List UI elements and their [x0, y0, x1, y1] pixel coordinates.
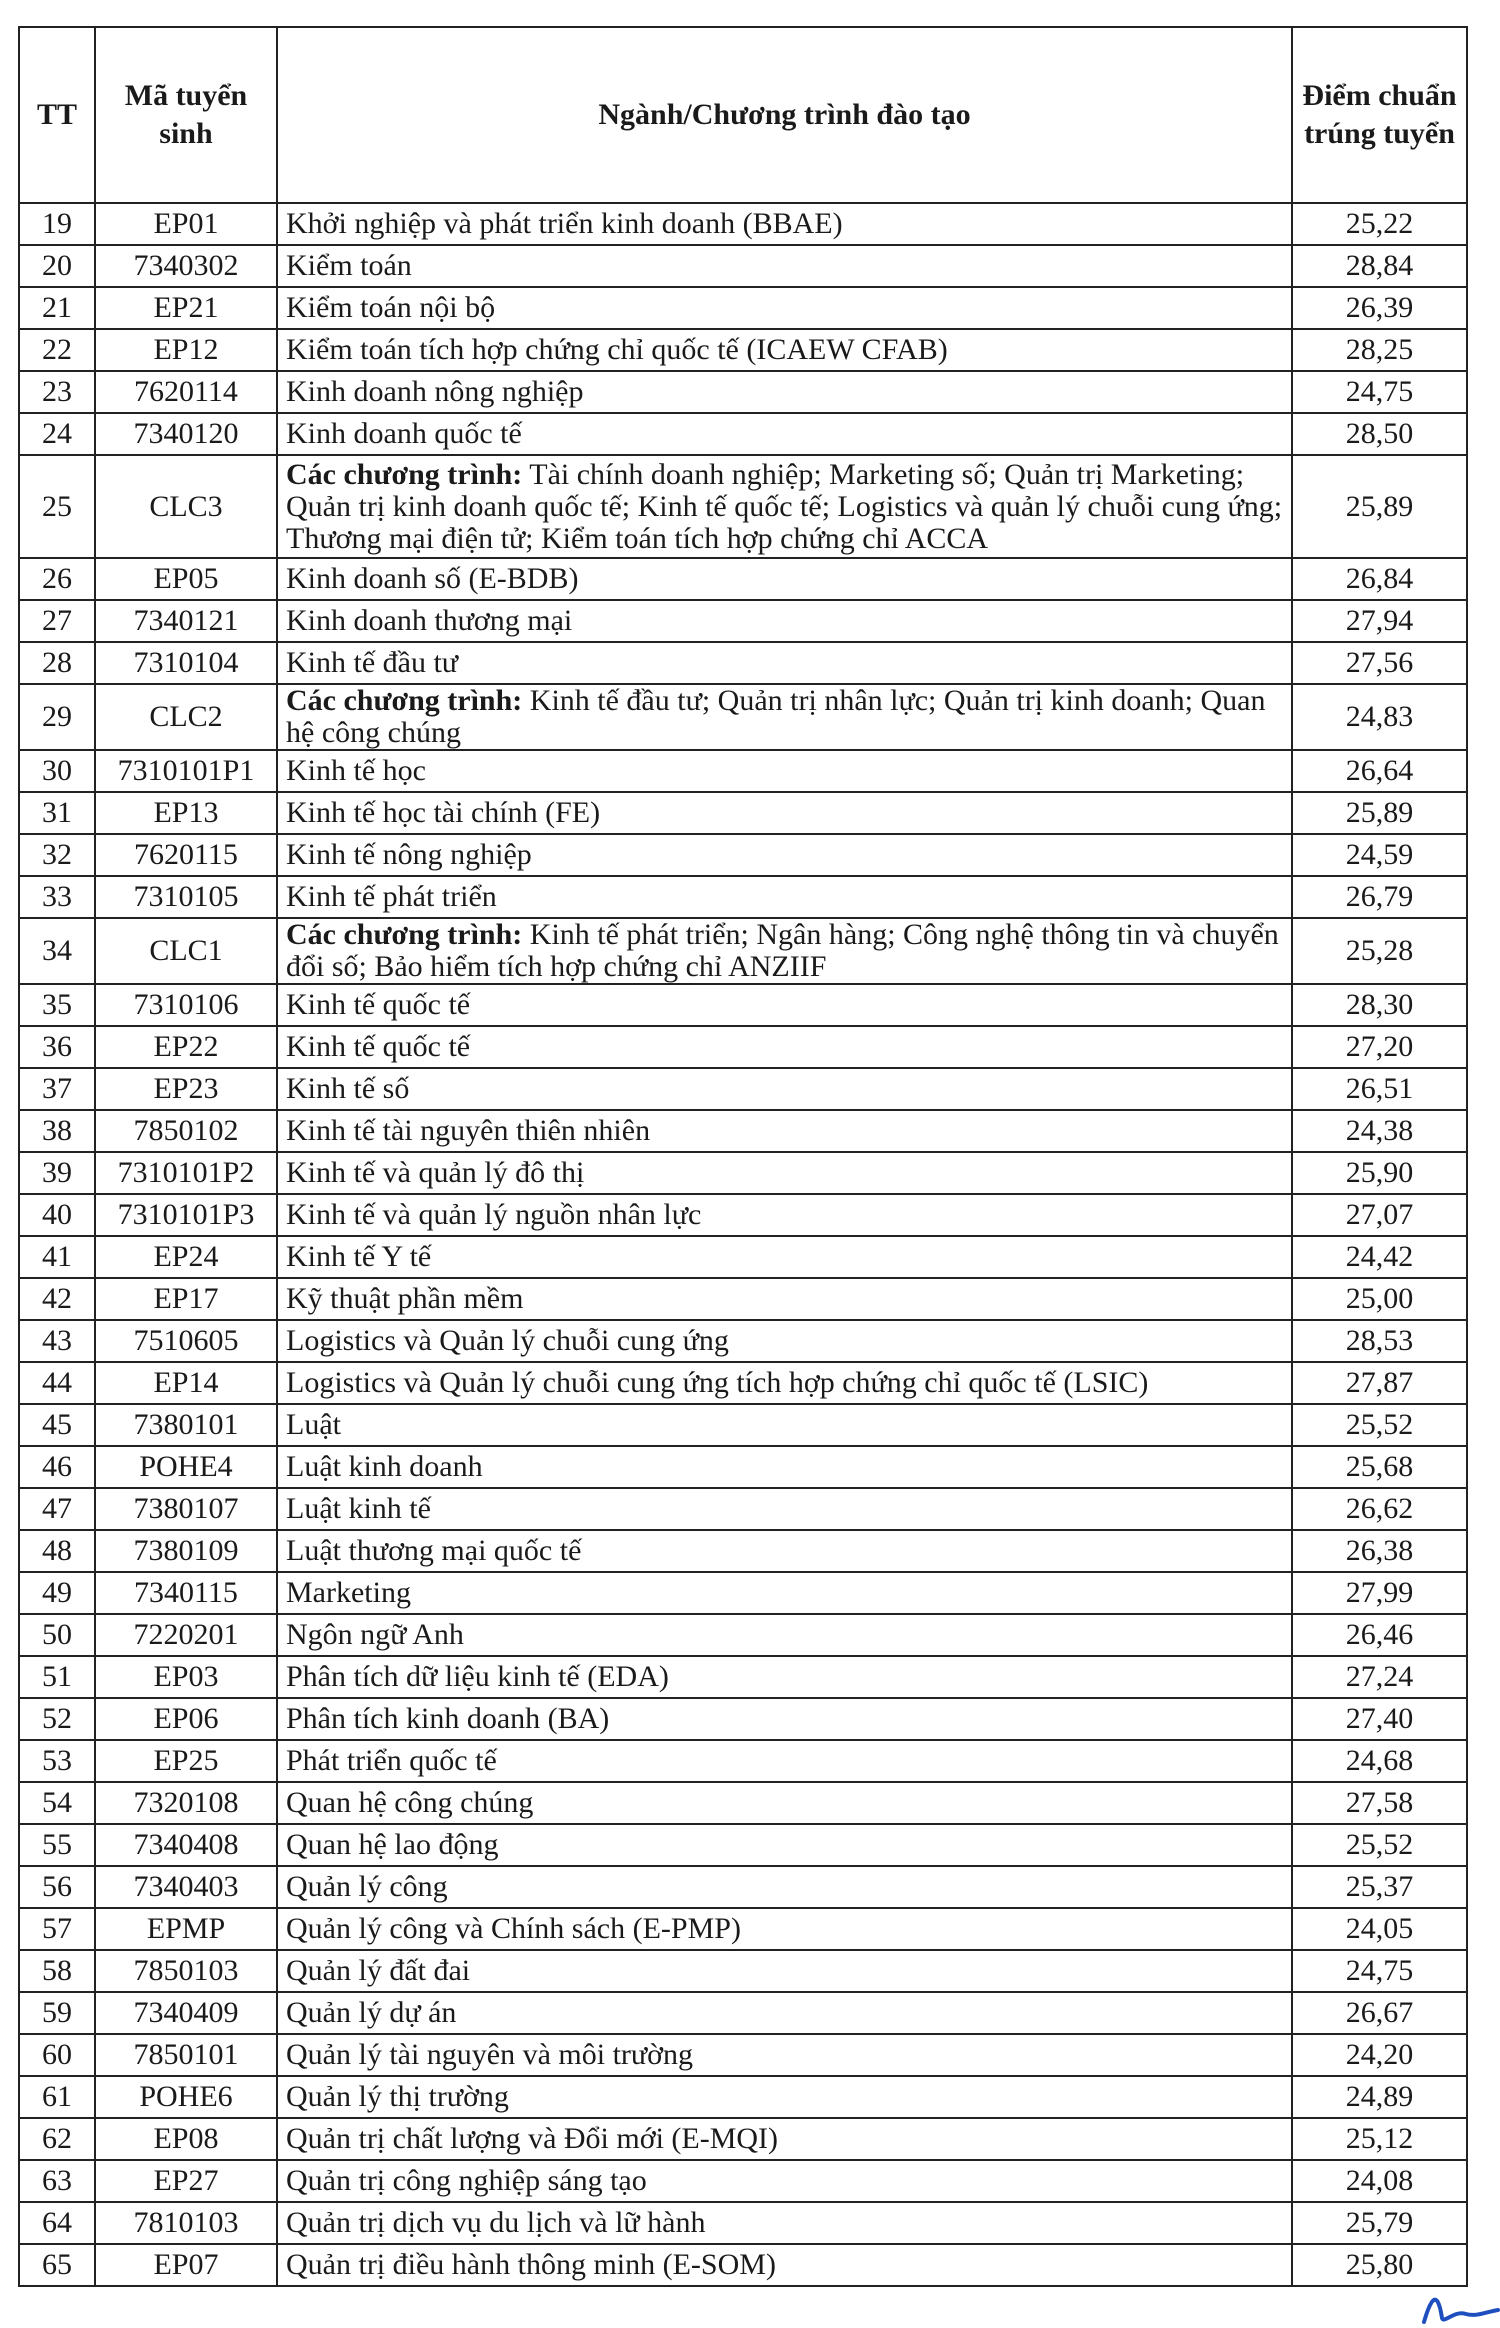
program-name: Kinh doanh nông nghiệp [286, 375, 584, 408]
program-name: Kiểm toán [286, 249, 412, 282]
cell-cutoff-score: 24,75 [1292, 371, 1467, 413]
cell-program [277, 1278, 1292, 1320]
cell-tt: 46 [19, 1446, 95, 1488]
cell-program [277, 1488, 1292, 1530]
cell-program [277, 2202, 1292, 2244]
cell-admission-code: 7380101 [95, 1404, 277, 1446]
table-row [19, 792, 1467, 834]
cell-tt: 26 [19, 558, 95, 600]
cell-tt: 52 [19, 1698, 95, 1740]
cell-cutoff-score: 26,46 [1292, 1614, 1467, 1656]
cell-admission-code: 7380109 [95, 1530, 277, 1572]
cell-cutoff-score: 26,67 [1292, 1992, 1467, 2034]
cell-cutoff-score: 27,40 [1292, 1698, 1467, 1740]
cell-tt: 56 [19, 1866, 95, 1908]
cell-admission-code: 7340409 [95, 1992, 277, 2034]
signature-mark [1414, 2288, 1500, 2328]
cell-admission-code: POHE6 [95, 2076, 277, 2118]
cell-tt: 30 [19, 750, 95, 792]
cell-admission-code: 7340302 [95, 245, 277, 287]
cell-cutoff-score: 27,58 [1292, 1782, 1467, 1824]
table-row [19, 876, 1467, 918]
cell-program [277, 1572, 1292, 1614]
table-row [19, 1656, 1467, 1698]
cell-admission-code: 7850102 [95, 1110, 277, 1152]
program-name: Kinh tế phát triển [286, 880, 497, 913]
cell-cutoff-score: 25,52 [1292, 1824, 1467, 1866]
program-name: Kỹ thuật phần mềm [286, 1282, 524, 1315]
cell-tt: 48 [19, 1530, 95, 1572]
cell-program [277, 455, 1292, 558]
program-name: Phát triển quốc tế [286, 1744, 497, 1777]
program-name: Quản trị công nghiệp sáng tạo [286, 2164, 647, 2197]
cell-program [277, 203, 1292, 245]
cell-program [277, 1362, 1292, 1404]
cell-tt: 58 [19, 1950, 95, 1992]
cell-cutoff-score: 26,64 [1292, 750, 1467, 792]
table-row [19, 1614, 1467, 1656]
cell-tt: 50 [19, 1614, 95, 1656]
cell-cutoff-score: 27,94 [1292, 600, 1467, 642]
cell-admission-code: EP22 [95, 1026, 277, 1068]
cell-tt: 55 [19, 1824, 95, 1866]
program-name: Kinh tế và quản lý đô thị [286, 1156, 585, 1189]
cell-cutoff-score: 27,87 [1292, 1362, 1467, 1404]
program-name: Quản lý tài nguyên và môi trường [286, 2038, 694, 2071]
program-name: Quản trị chất lượng và Đổi mới (E-MQI) [286, 2122, 779, 2155]
cell-program [277, 1824, 1292, 1866]
table-row [19, 1908, 1467, 1950]
cell-admission-code: 7310101P3 [95, 1194, 277, 1236]
table-row [19, 1404, 1467, 1446]
header-admission-code: Mã tuyển sinh [95, 27, 277, 203]
cell-cutoff-score: 24,68 [1292, 1740, 1467, 1782]
table-row [19, 1152, 1467, 1194]
cell-tt: 33 [19, 876, 95, 918]
cell-cutoff-score: 25,90 [1292, 1152, 1467, 1194]
table-row [19, 2118, 1467, 2160]
program-name: Phân tích dữ liệu kinh tế (EDA) [286, 1660, 669, 1693]
table-row [19, 1278, 1467, 1320]
program-group-lead: Các chương trình: [286, 457, 523, 491]
cell-tt: 34 [19, 918, 95, 984]
table-row [19, 1320, 1467, 1362]
cell-admission-code: 7310101P2 [95, 1152, 277, 1194]
table-header-row [19, 27, 1467, 203]
table-row [19, 1194, 1467, 1236]
cell-program [277, 245, 1292, 287]
cell-tt: 43 [19, 1320, 95, 1362]
cell-cutoff-score: 24,59 [1292, 834, 1467, 876]
cell-program [277, 1194, 1292, 1236]
table-row [19, 1446, 1467, 1488]
cell-cutoff-score: 27,24 [1292, 1656, 1467, 1698]
cell-program [277, 600, 1292, 642]
cell-cutoff-score: 24,38 [1292, 1110, 1467, 1152]
cell-admission-code: 7220201 [95, 1614, 277, 1656]
cell-cutoff-score: 27,56 [1292, 642, 1467, 684]
table-row [19, 1572, 1467, 1614]
program-name: Kinh tế đầu tư [286, 646, 459, 679]
cell-tt: 27 [19, 600, 95, 642]
program-name: Quản lý công [286, 1870, 448, 1903]
program-name: Quản trị dịch vụ du lịch và lữ hành [286, 2206, 706, 2239]
program-name: Ngôn ngữ Anh [286, 1618, 464, 1651]
cell-tt: 21 [19, 287, 95, 329]
cell-cutoff-score: 24,20 [1292, 2034, 1467, 2076]
cell-cutoff-score: 24,75 [1292, 1950, 1467, 1992]
cell-admission-code: EP12 [95, 329, 277, 371]
cell-program [277, 1404, 1292, 1446]
cell-cutoff-score: 27,99 [1292, 1572, 1467, 1614]
cell-program [277, 1866, 1292, 1908]
cell-cutoff-score: 25,79 [1292, 2202, 1467, 2244]
cell-tt: 61 [19, 2076, 95, 2118]
cell-admission-code: 7320108 [95, 1782, 277, 1824]
cell-program [277, 329, 1292, 371]
cell-admission-code: 7340120 [95, 413, 277, 455]
cell-program [277, 1530, 1292, 1572]
table-row [19, 1236, 1467, 1278]
cell-cutoff-score: 26,62 [1292, 1488, 1467, 1530]
cell-program [277, 287, 1292, 329]
cell-admission-code: EP05 [95, 558, 277, 600]
cell-program [277, 642, 1292, 684]
cell-cutoff-score: 25,68 [1292, 1446, 1467, 1488]
cell-tt: 29 [19, 684, 95, 750]
cell-tt: 65 [19, 2244, 95, 2286]
cell-tt: 19 [19, 203, 95, 245]
table-row [19, 684, 1467, 750]
cell-tt: 36 [19, 1026, 95, 1068]
cell-admission-code: EP08 [95, 2118, 277, 2160]
program-name: Kinh tế đầu tư; Quản trị nhân lực; Quản trị kinh doanh; Quan hệ công chúng [286, 684, 1266, 749]
table-row [19, 1782, 1467, 1824]
cell-tt: 41 [19, 1236, 95, 1278]
cell-admission-code: 7310101P1 [95, 750, 277, 792]
program-name: Tài chính doanh nghiệp; Marketing số; Quản trị Marketing; Quản trị kinh doanh quốc tế; Kinh tế quốc tế; Logistics và quản lý chuỗi cung ứng; Thương mại điện tử; Kiểm toán tích hợp chứng chỉ ACCA [286, 457, 1283, 555]
program-name: Quan hệ lao động [286, 1828, 499, 1861]
cell-program [277, 918, 1292, 984]
table-row [19, 1110, 1467, 1152]
table-row [19, 203, 1467, 245]
cell-program [277, 1110, 1292, 1152]
cell-admission-code: 7620114 [95, 371, 277, 413]
program-name: Logistics và Quản lý chuỗi cung ứng [286, 1324, 729, 1357]
cell-tt: 60 [19, 2034, 95, 2076]
program-name: Luật kinh doanh [286, 1450, 483, 1483]
table-row [19, 1992, 1467, 2034]
program-name: Quản lý đất đai [286, 1954, 471, 1987]
cell-admission-code: 7850101 [95, 2034, 277, 2076]
cell-admission-code: CLC3 [95, 455, 277, 558]
program-group-lead: Các chương trình: [286, 918, 523, 951]
cell-cutoff-score: 26,38 [1292, 1530, 1467, 1572]
cell-program [277, 1236, 1292, 1278]
table-row [19, 984, 1467, 1026]
cell-tt: 63 [19, 2160, 95, 2202]
cell-tt: 44 [19, 1362, 95, 1404]
table-row [19, 1362, 1467, 1404]
cell-cutoff-score: 28,84 [1292, 245, 1467, 287]
table-row [19, 750, 1467, 792]
cell-program [277, 2244, 1292, 2286]
table-row [19, 1950, 1467, 1992]
cell-tt: 51 [19, 1656, 95, 1698]
cell-tt: 40 [19, 1194, 95, 1236]
cell-cutoff-score: 26,39 [1292, 287, 1467, 329]
cell-admission-code: 7340403 [95, 1866, 277, 1908]
program-name: Kiểm toán nội bộ [286, 291, 496, 324]
table-row [19, 558, 1467, 600]
program-name: Luật thương mại quốc tế [286, 1534, 582, 1567]
table-row [19, 1698, 1467, 1740]
cell-program [277, 1614, 1292, 1656]
cell-admission-code: EP24 [95, 1236, 277, 1278]
cell-program [277, 792, 1292, 834]
cell-admission-code: EP21 [95, 287, 277, 329]
table-row [19, 1824, 1467, 1866]
cell-tt: 57 [19, 1908, 95, 1950]
program-name: Kinh tế học [286, 754, 426, 787]
table-row [19, 287, 1467, 329]
cell-cutoff-score: 28,50 [1292, 413, 1467, 455]
cell-program [277, 558, 1292, 600]
cell-tt: 20 [19, 245, 95, 287]
cell-program [277, 1656, 1292, 1698]
cell-cutoff-score: 25,37 [1292, 1866, 1467, 1908]
cell-admission-code: EP23 [95, 1068, 277, 1110]
cell-admission-code: 7310106 [95, 984, 277, 1026]
cell-cutoff-score: 25,89 [1292, 792, 1467, 834]
table-row [19, 1530, 1467, 1572]
table-row [19, 2202, 1467, 2244]
cell-admission-code: EP17 [95, 1278, 277, 1320]
cell-program [277, 984, 1292, 1026]
cell-tt: 32 [19, 834, 95, 876]
table-row [19, 413, 1467, 455]
cell-admission-code: EP13 [95, 792, 277, 834]
table-row [19, 642, 1467, 684]
program-name: Quản lý công và Chính sách (E-PMP) [286, 1912, 741, 1945]
cell-cutoff-score: 25,22 [1292, 203, 1467, 245]
header-cutoff-score: Điểm chuẩn trúng tuyển [1292, 27, 1467, 203]
program-name: Kinh doanh số (E-BDB) [286, 562, 579, 595]
table-row [19, 1866, 1467, 1908]
table-row [19, 600, 1467, 642]
table-row [19, 1488, 1467, 1530]
cell-tt: 49 [19, 1572, 95, 1614]
cell-tt: 38 [19, 1110, 95, 1152]
cell-program [277, 1908, 1292, 1950]
table-row [19, 2076, 1467, 2118]
program-name: Marketing [286, 1576, 411, 1609]
cell-admission-code: CLC1 [95, 918, 277, 984]
cell-admission-code: 7810103 [95, 2202, 277, 2244]
cell-cutoff-score: 24,08 [1292, 2160, 1467, 2202]
cell-admission-code: EP14 [95, 1362, 277, 1404]
program-name: Kinh tế quốc tế [286, 1030, 471, 1063]
program-name: Quản trị điều hành thông minh (E-SOM) [286, 2248, 776, 2281]
program-name: Quản lý dự án [286, 1996, 457, 2029]
cell-tt: 23 [19, 371, 95, 413]
table-row [19, 2034, 1467, 2076]
cell-admission-code: 7850103 [95, 1950, 277, 1992]
cell-cutoff-score: 24,83 [1292, 684, 1467, 750]
cell-program [277, 1782, 1292, 1824]
cell-program [277, 1740, 1292, 1782]
cell-program [277, 1320, 1292, 1362]
program-name: Kinh tế nông nghiệp [286, 838, 532, 871]
cell-cutoff-score: 25,52 [1292, 1404, 1467, 1446]
table-row [19, 329, 1467, 371]
cell-admission-code: EP01 [95, 203, 277, 245]
cell-admission-code: 7380107 [95, 1488, 277, 1530]
cell-tt: 54 [19, 1782, 95, 1824]
cell-tt: 25 [19, 455, 95, 558]
program-name: Kinh tế và quản lý nguồn nhân lực [286, 1198, 702, 1231]
table-row [19, 245, 1467, 287]
cell-admission-code: 7310104 [95, 642, 277, 684]
cell-admission-code: EP07 [95, 2244, 277, 2286]
cell-program [277, 750, 1292, 792]
table-row [19, 1026, 1467, 1068]
admission-score-document [18, 26, 1466, 2287]
table-row [19, 1740, 1467, 1782]
program-name: Kinh doanh quốc tế [286, 417, 522, 450]
cell-admission-code: 7340121 [95, 600, 277, 642]
cell-tt: 37 [19, 1068, 95, 1110]
program-name: Kinh tế số [286, 1072, 410, 1105]
cell-cutoff-score: 24,42 [1292, 1236, 1467, 1278]
cell-program [277, 1152, 1292, 1194]
cell-tt: 24 [19, 413, 95, 455]
cell-program [277, 1698, 1292, 1740]
cell-cutoff-score: 28,53 [1292, 1320, 1467, 1362]
cell-program [277, 1992, 1292, 2034]
cell-admission-code: 7620115 [95, 834, 277, 876]
program-name: Luật [286, 1408, 341, 1441]
cell-program [277, 1068, 1292, 1110]
cell-admission-code: CLC2 [95, 684, 277, 750]
cell-tt: 45 [19, 1404, 95, 1446]
cell-tt: 22 [19, 329, 95, 371]
cell-tt: 42 [19, 1278, 95, 1320]
table-row [19, 2160, 1467, 2202]
program-name: Kinh doanh thương mại [286, 604, 573, 637]
cell-cutoff-score: 25,12 [1292, 2118, 1467, 2160]
cell-program [277, 1446, 1292, 1488]
cell-tt: 53 [19, 1740, 95, 1782]
cell-cutoff-score: 24,05 [1292, 1908, 1467, 1950]
program-name: Logistics và Quản lý chuỗi cung ứng tích hợp chứng chỉ quốc tế (LSIC) [286, 1366, 1149, 1399]
cell-cutoff-score: 27,20 [1292, 1026, 1467, 1068]
cell-cutoff-score: 25,89 [1292, 455, 1467, 558]
cell-tt: 47 [19, 1488, 95, 1530]
cell-admission-code: 7340115 [95, 1572, 277, 1614]
cell-program [277, 684, 1292, 750]
table-row [19, 1068, 1467, 1110]
cell-tt: 64 [19, 2202, 95, 2244]
program-name: Phân tích kinh doanh (BA) [286, 1702, 610, 1735]
program-name: Kinh tế tài nguyên thiên nhiên [286, 1114, 651, 1147]
cell-admission-code: EP06 [95, 1698, 277, 1740]
cell-admission-code: 7310105 [95, 876, 277, 918]
program-name: Kiểm toán tích hợp chứng chỉ quốc tế (ICAEW CFAB) [286, 333, 948, 366]
header-program: Ngành/Chương trình đào tạo [277, 27, 1292, 203]
program-name: Kinh tế phát triển; Ngân hàng; Công nghệ thông tin và chuyển đổi số; Bảo hiểm tích hợp chứng chỉ ANZIIF [286, 918, 1279, 983]
table-body [19, 203, 1467, 2286]
cell-cutoff-score: 28,25 [1292, 329, 1467, 371]
header-tt: TT [19, 27, 95, 203]
cell-cutoff-score: 26,84 [1292, 558, 1467, 600]
cell-program [277, 371, 1292, 413]
program-name: Quản lý thị trường [286, 2080, 509, 2113]
cell-program [277, 1950, 1292, 1992]
program-name: Kinh tế Y tế [286, 1240, 432, 1273]
program-name: Quan hệ công chúng [286, 1786, 534, 1819]
cell-tt: 35 [19, 984, 95, 1026]
cell-tt: 39 [19, 1152, 95, 1194]
cell-program [277, 413, 1292, 455]
cell-tt: 59 [19, 1992, 95, 2034]
cell-program [277, 834, 1292, 876]
table-row [19, 371, 1467, 413]
table-row [19, 455, 1467, 558]
cell-tt: 28 [19, 642, 95, 684]
cell-cutoff-score: 28,30 [1292, 984, 1467, 1026]
cell-cutoff-score: 25,80 [1292, 2244, 1467, 2286]
cell-admission-code: POHE4 [95, 1446, 277, 1488]
cell-admission-code: EP27 [95, 2160, 277, 2202]
cell-cutoff-score: 24,89 [1292, 2076, 1467, 2118]
table-row [19, 2244, 1467, 2286]
cell-cutoff-score: 26,79 [1292, 876, 1467, 918]
program-name: Kinh tế quốc tế [286, 988, 471, 1021]
cell-program [277, 2118, 1292, 2160]
table-row [19, 834, 1467, 876]
cell-program [277, 2160, 1292, 2202]
cell-admission-code: EPMP [95, 1908, 277, 1950]
table-row [19, 918, 1467, 984]
cell-admission-code: 7510605 [95, 1320, 277, 1362]
cell-program [277, 876, 1292, 918]
cell-program [277, 1026, 1292, 1068]
cell-admission-code: 7340408 [95, 1824, 277, 1866]
cell-admission-code: EP25 [95, 1740, 277, 1782]
program-name: Kinh tế học tài chính (FE) [286, 796, 601, 829]
program-name: Khởi nghiệp và phát triển kinh doanh (BBAE) [286, 207, 843, 240]
cell-tt: 62 [19, 2118, 95, 2160]
cell-tt: 31 [19, 792, 95, 834]
cell-cutoff-score: 26,51 [1292, 1068, 1467, 1110]
program-group-lead: Các chương trình: [286, 684, 523, 717]
cell-program [277, 2076, 1292, 2118]
admission-score-table [18, 26, 1468, 2287]
cell-admission-code: EP03 [95, 1656, 277, 1698]
cell-cutoff-score: 27,07 [1292, 1194, 1467, 1236]
cell-cutoff-score: 25,00 [1292, 1278, 1467, 1320]
program-name: Luật kinh tế [286, 1492, 431, 1525]
cell-cutoff-score: 25,28 [1292, 918, 1467, 984]
cell-program [277, 2034, 1292, 2076]
